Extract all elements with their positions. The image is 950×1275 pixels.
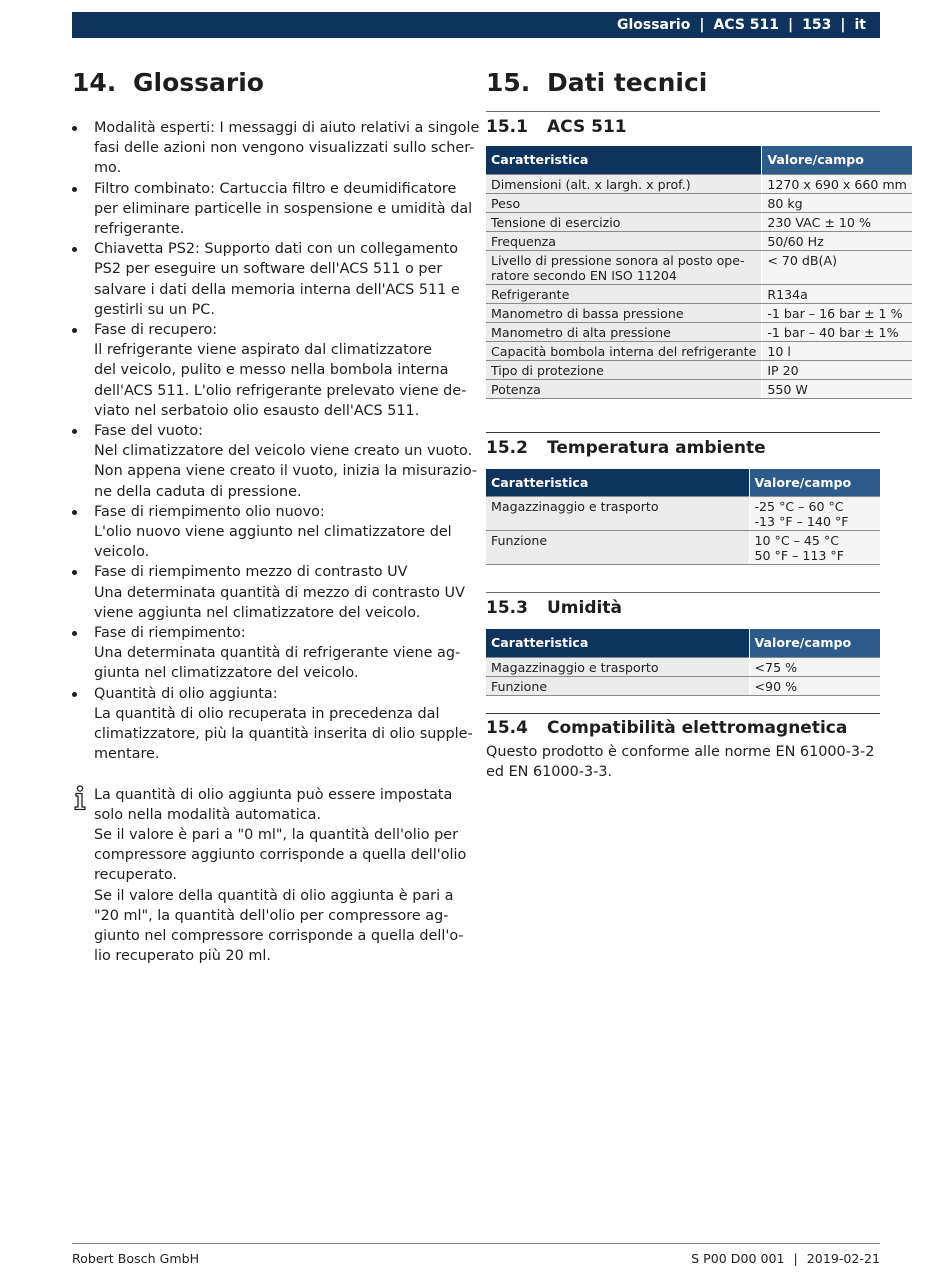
value-cell: 10 l [762, 341, 912, 360]
table-row [486, 379, 912, 398]
footer-separator: | [793, 1251, 798, 1266]
value-cell: 80 kg [762, 193, 912, 212]
spec-table-acs511 [486, 146, 912, 399]
section-number: 15.1 [486, 117, 528, 137]
section-heading-emc [486, 717, 880, 742]
value-cell: -25 °C – 60 °C -13 °F – 140 °F [749, 497, 880, 531]
footer-doc-info [691, 1251, 880, 1266]
table-row [486, 250, 912, 284]
table-row [486, 341, 912, 360]
glossary-item: Quantità di olio aggiunta: La quantità di olio recuperata in precedenza dal climatizzatore, più la quantità inserita di olio supple- mentare. [72, 684, 466, 765]
chapter-number: 15. [486, 68, 531, 97]
header-product: ACS 511 [713, 17, 780, 33]
feature-cell: Capacità bombola interna del refrigerante [486, 341, 762, 360]
footer-doc-number: S P00 D00 001 [691, 1251, 785, 1266]
footer-company: Robert Bosch GmbH [72, 1251, 200, 1266]
table-row [486, 303, 912, 322]
glossary-item: Fase di riempimento: Una determinata quantità di refrigerante viene ag- giunta nel climatizzatore del veicolo. [72, 623, 466, 684]
feature-cell: Dimensioni (alt. x largh. x prof.) [486, 174, 762, 193]
section-number: 15.3 [486, 598, 528, 618]
section-title: Temperatura ambiente [547, 437, 766, 458]
table-row [486, 231, 912, 250]
feature-cell: Manometro di bassa pressione [486, 303, 762, 322]
column-header-value: Valore/campo [749, 469, 880, 497]
header-separator: | [788, 17, 794, 33]
table-row [486, 193, 912, 212]
value-cell: R134a [762, 284, 912, 303]
section-number: 15.4 [486, 717, 528, 738]
emc-paragraph: Questo prodotto è conforme alle norme EN 61000-3-2 ed EN 61000-3-3. [486, 743, 875, 780]
value-cell: 50/60 Hz [762, 231, 912, 250]
feature-cell: Tipo di protezione [486, 360, 762, 379]
chapter-title: Dati tecnici [547, 68, 708, 97]
spec-table-humidity [486, 629, 880, 696]
tech-data-column [486, 66, 907, 782]
value-cell: 10 °C – 45 °C 50 °F – 113 °F [749, 531, 880, 565]
glossary-column [72, 66, 480, 966]
feature-cell: Manometro di alta pressione [486, 322, 762, 341]
value-cell: <75 % [749, 657, 880, 676]
glossary-item: Fase di recupero: Il refrigerante viene aspirato dal climatizzatore del veicolo, pulito e messo nella bombola interna dell'ACS 511. L'olio refrigerante prelevato viene de- viato nel serbatoio olio esausto dell'ACS 511. [72, 320, 466, 421]
page-header-bar [72, 12, 880, 38]
section-heading-acs511 [486, 116, 880, 146]
glossary-item: Fase del vuoto: Nel climatizzatore del veicolo viene creato un vuoto. Non appena viene creato il vuoto, inizia la misurazio- ne della caduta di pressione. [72, 421, 466, 502]
column-header-value: Valore/campo [749, 629, 880, 657]
value-cell: -1 bar – 40 bar ± 1% [762, 322, 912, 341]
feature-cell: Tensione di esercizio [486, 212, 762, 231]
value-cell: -1 bar – 16 bar ± 1 % [762, 303, 912, 322]
table-header-row [486, 629, 880, 657]
section-heading-ambient-temperature [486, 437, 880, 469]
glossary-item: Fase di riempimento olio nuovo: L'olio nuovo viene aggiunto nel climatizzatore del veicolo. [72, 502, 466, 563]
table-row [486, 531, 880, 565]
section-divider [486, 111, 880, 112]
table-header-row [486, 146, 912, 174]
info-note [72, 785, 466, 967]
table-row [486, 284, 912, 303]
table-row [486, 497, 880, 531]
feature-cell: Magazzinaggio e trasporto [486, 497, 749, 531]
tech-data-heading [486, 66, 880, 106]
header-separator: | [840, 17, 846, 33]
feature-cell: Magazzinaggio e trasporto [486, 657, 749, 676]
glossary-item: Filtro combinato: Cartuccia filtro e deumidificatore per eliminare particelle in sospensione e umidità dal refrigerante. [72, 179, 466, 240]
section-divider [486, 713, 880, 714]
value-cell: <90 % [749, 676, 880, 695]
info-note-text: La quantità di olio aggiunta può essere impostata solo nella modalità automatica. Se il valore è pari a "0 ml", la quantità dell'olio per compressore aggiunto corrisponde a quella dell'olio recuperato. Se il valore della quantità di olio aggiunta è pari a "20 ml", la quantità dell'olio per compressore ag- giunto nel compressore corrisponde a quella dell'o- lio recuperato più 20 ml. [94, 786, 467, 965]
glossary-heading [72, 66, 466, 106]
value-cell: 230 VAC ± 10 % [762, 212, 912, 231]
column-header-feature: Caratteristica [486, 469, 749, 497]
glossary-item: Chiavetta PS2: Supporto dati con un collegamento PS2 per eseguire un software dell'ACS 511 o per salvare i dati della memoria interna dell'ACS 511 e gestirli su un PC. [72, 239, 466, 320]
header-separator: | [699, 17, 705, 33]
column-header-feature: Caratteristica [486, 629, 749, 657]
table-row [486, 657, 880, 676]
feature-cell: Livello di pressione sonora al posto ope- ratore secondo EN ISO 11204 [486, 250, 762, 284]
table-row [486, 174, 912, 193]
chapter-title: Glossario [133, 68, 264, 97]
feature-cell: Peso [486, 193, 762, 212]
glossary-list [72, 118, 480, 765]
value-cell: 1270 x 690 x 660 mm [762, 174, 912, 193]
footer-divider [72, 1243, 880, 1244]
feature-cell: Potenza [486, 379, 762, 398]
header-language: it [854, 17, 866, 33]
spec-table-ambient-temperature [486, 469, 880, 566]
table-row [486, 322, 912, 341]
feature-cell: Funzione [486, 531, 749, 565]
section-divider [486, 592, 880, 593]
info-icon [72, 785, 88, 811]
feature-cell: Funzione [486, 676, 749, 695]
feature-cell: Refrigerante [486, 284, 762, 303]
table-header-row [486, 469, 880, 497]
header-section: Glossario [616, 17, 691, 33]
table-row [486, 676, 880, 695]
section-title: ACS 511 [547, 117, 627, 137]
feature-cell: Frequenza [486, 231, 762, 250]
column-header-feature: Caratteristica [486, 146, 762, 174]
value-cell: < 70 dB(A) [762, 250, 912, 284]
footer-date: 2019-02-21 [806, 1251, 880, 1266]
header-page-number: 153 [802, 17, 832, 33]
section-heading-humidity [486, 597, 880, 629]
chapter-number: 14. [72, 68, 117, 97]
value-cell: 550 W [762, 379, 912, 398]
column-header-value: Valore/campo [762, 146, 912, 174]
glossary-item: Fase di riempimento mezzo di contrasto UV Una determinata quantità di mezzo di contrasto UV viene aggiunta nel climatizzatore del veicolo. [72, 562, 466, 623]
table-row [486, 212, 912, 231]
section-divider [486, 432, 880, 433]
value-cell: IP 20 [762, 360, 912, 379]
glossary-item: Modalità esperti: I messaggi di aiuto relativi a singole fasi delle azioni non vengono visualizzati sullo scher- mo. [72, 118, 466, 179]
section-title: Umidità [547, 598, 622, 618]
section-title: Compatibilità elettromagnetica [547, 717, 848, 738]
section-number: 15.2 [486, 437, 528, 458]
table-row [486, 360, 912, 379]
